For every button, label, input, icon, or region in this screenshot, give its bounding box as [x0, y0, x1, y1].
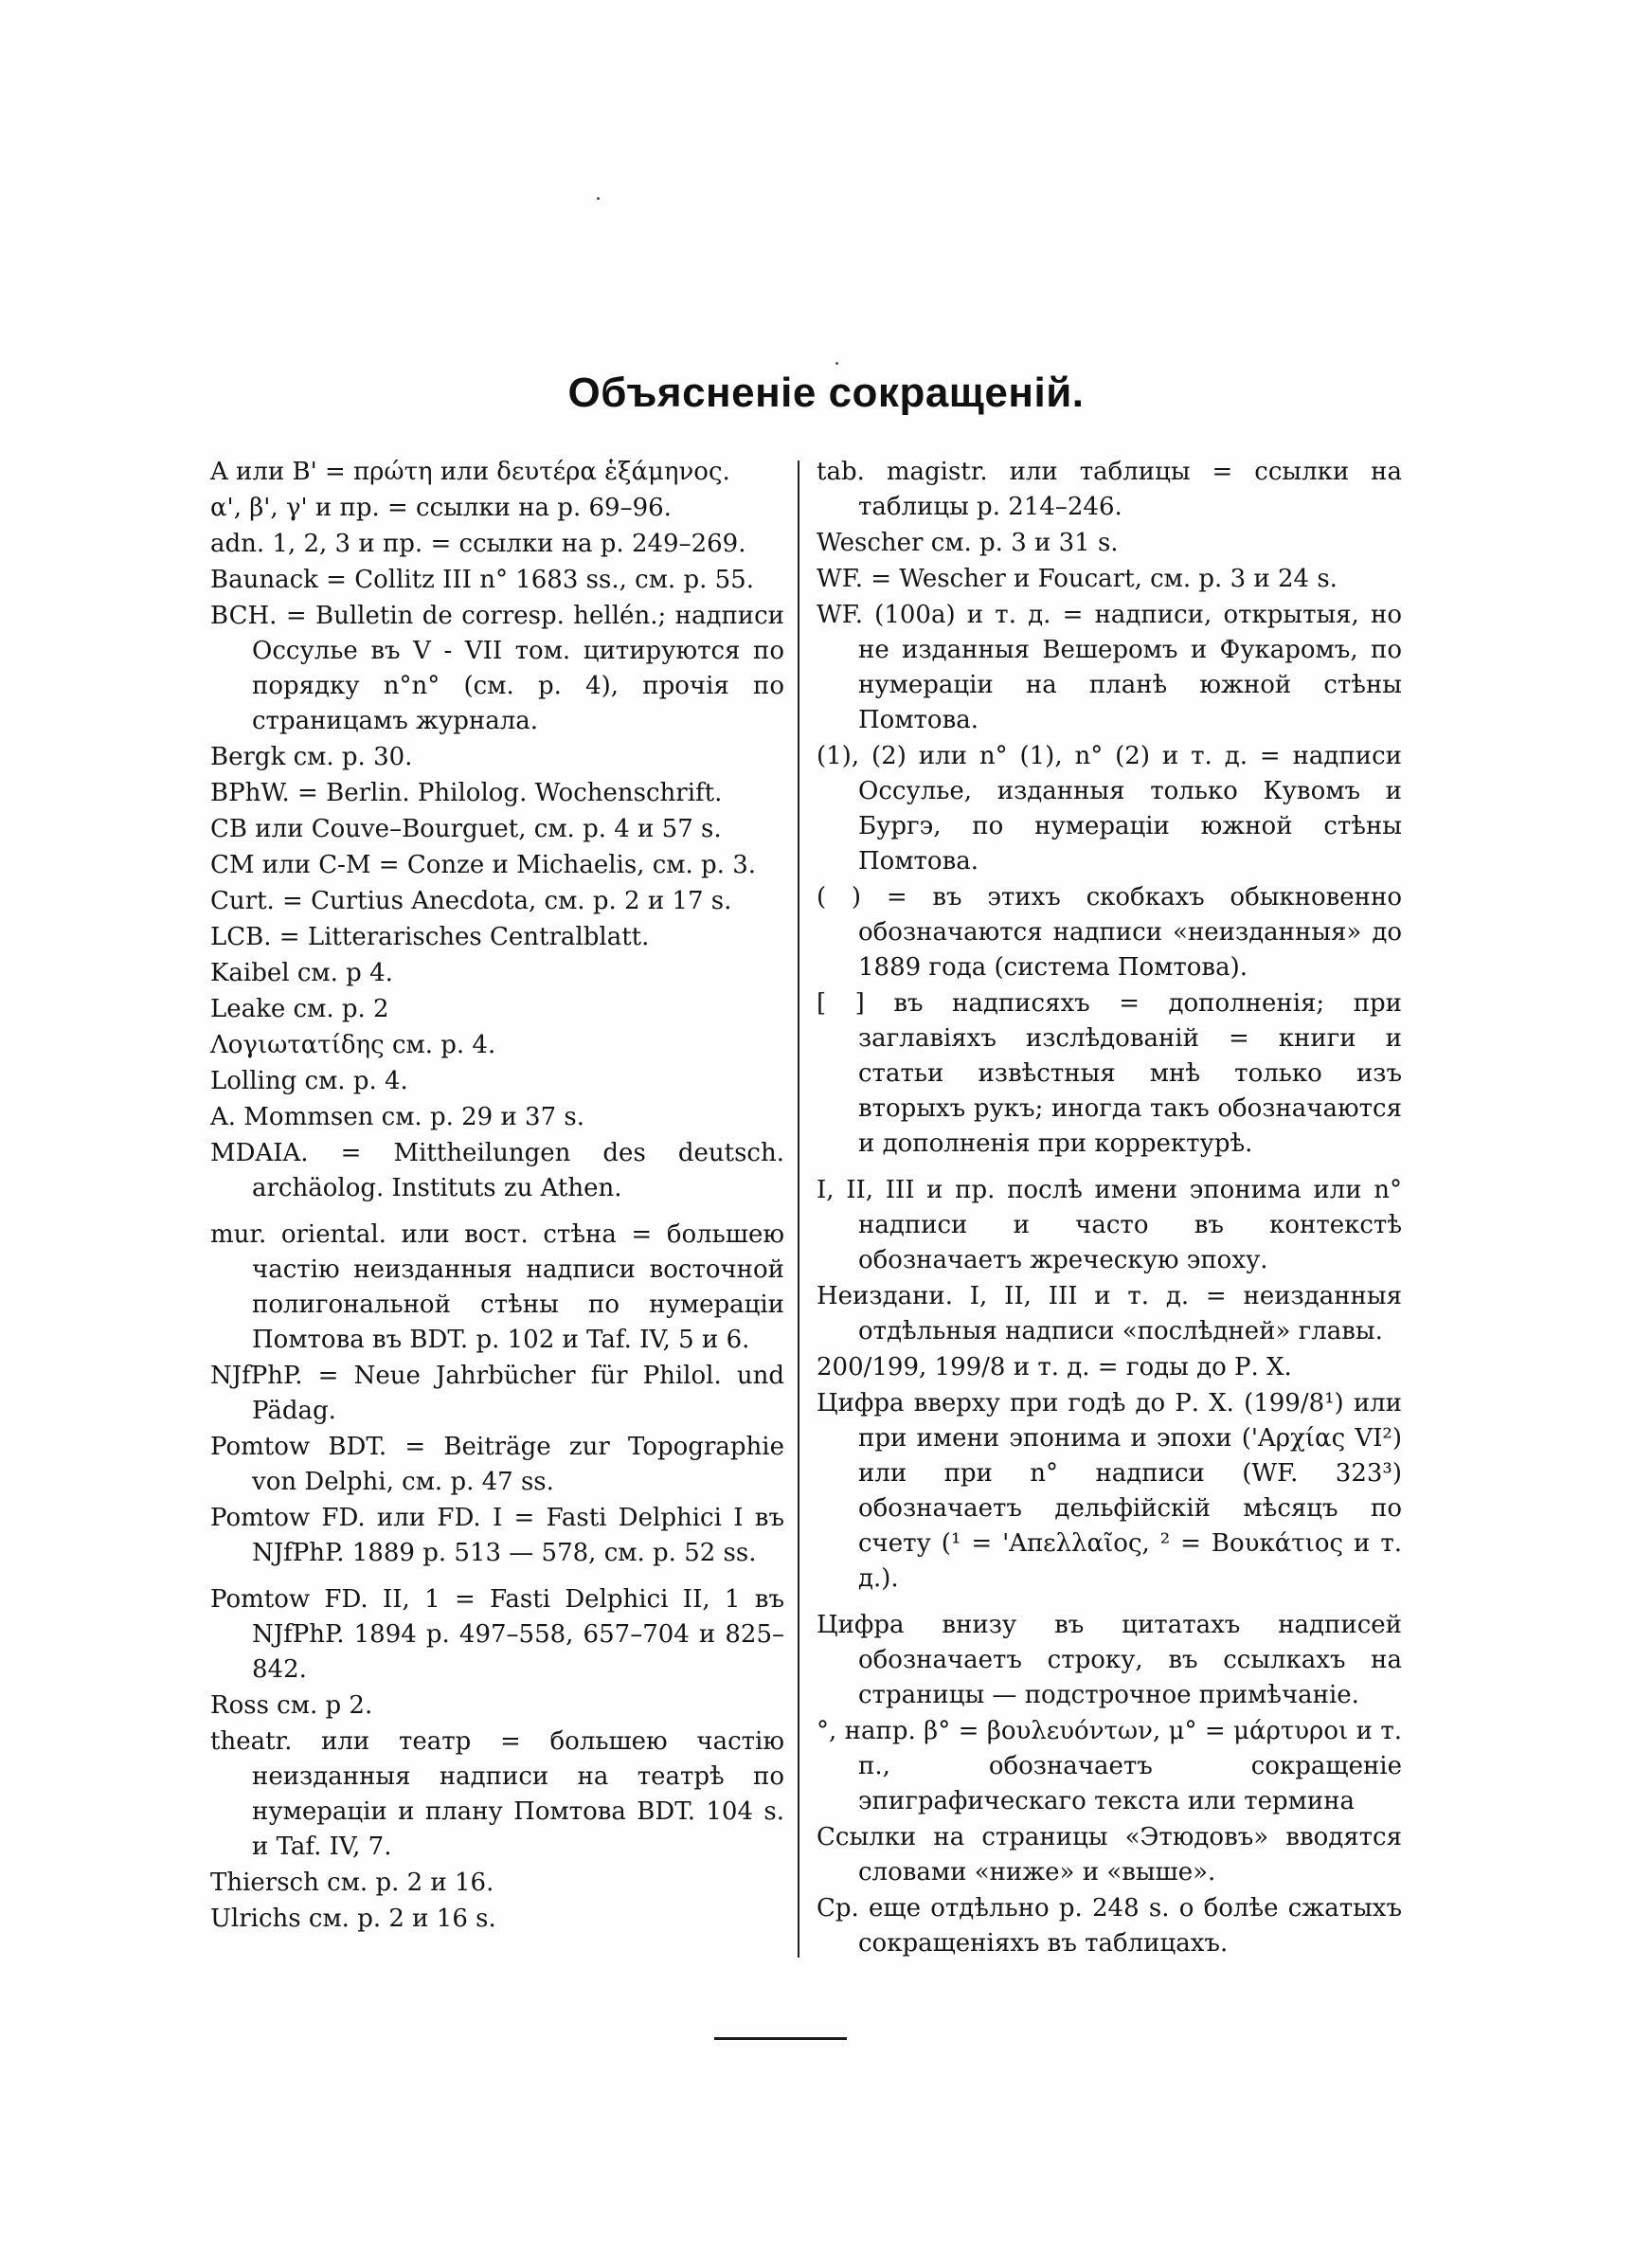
left-column [210, 455, 784, 1938]
abbrev-entry: Lolling см. р. 4. [210, 1067, 408, 1095]
scan-speck [835, 362, 838, 365]
abbrev-entry: WF. (100a) и т. д. = надписи, открытыя, но не изданныя Вешеромъ и Фукаромъ, по нумераціи на планѣ южной стѣны Помтова. [817, 601, 1402, 734]
abbrev-entry: BCH. = Bulletin de corresp. hellén.; надписи Оссулье въ V - VII том. цитируются по порядку n°n° (см. р. 4), прочія по страницамъ журнала. [210, 602, 784, 735]
abbrev-entry: tab. magistr. или таблицы = ссылки на таблицы р. 214–246. [817, 458, 1402, 521]
abbrev-entry: Pomtow FD. или FD. I = Fasti Delphici I въ NJfPhP. 1889 р. 513 — 578, см. р. 52 ss. [210, 1504, 784, 1567]
closing-rule [714, 2037, 847, 2040]
abbrev-entry: BPhW. = Berlin. Philolog. Wochenschrift. [210, 779, 723, 807]
abbrev-entry: WF. = Wescher и Foucart, см. р. 3 и 24 s. [817, 565, 1338, 593]
scan-speck [597, 197, 600, 200]
abbrev-entry: ( ) = въ этихъ скобкахъ обыкновенно обозначаются надписи «неизданныя» до 1889 года (система Помтова). [817, 883, 1402, 982]
abbrev-entry: Pomtow BDT. = Beiträge zur Topographie von Delphi, см. р. 47 ss. [210, 1433, 784, 1496]
abbrev-entry: (1), (2) или n° (1), n° (2) и т. д. = надписи Оссулье, изданныя только Кувомъ и Бургэ, по нумераціи южной стѣны Помтова. [817, 742, 1402, 876]
abbrev-entry: Ulrichs см. р. 2 и 16 s. [210, 1905, 496, 1933]
page-title: Объясненіе сокращеній. [567, 370, 1085, 416]
column-divider [798, 460, 799, 1958]
abbrev-entry: Curt. = Curtius Anecdota, см. р. 2 и 17 s. [210, 887, 732, 915]
abbrev-entry: Λογιωτατίδης см. р. 4. [210, 1031, 496, 1059]
abbrev-entry: Неиздани. I, II, III и т. д. = неизданныя отдѣльныя надписи «послѣдней» главы. [817, 1282, 1402, 1345]
abbrev-entry: α', β', γ' и пр. = ссылки на р. 69–96. [210, 494, 672, 522]
abbrev-entry: LCB. = Litterarisches Centralblatt. [210, 923, 650, 951]
right-column [817, 455, 1402, 1962]
abbrev-entry: NJfPhP. = Neue Jahrbücher für Philol. und Pädag. [210, 1362, 784, 1425]
abbrev-entry: mur. oriental. или вост. стѣна = большею частію неизданныя надписи восточной полигональной стѣны по нумераціи Помтова въ BDT. р. 102 и Taf. IV, 5 и 6. [210, 1220, 784, 1354]
abbrev-entry: A. Mommsen см. р. 29 и 37 s. [210, 1103, 585, 1131]
abbrev-entry: Bergk см. р. 30. [210, 743, 413, 771]
abbrev-entry: theatr. или театр = большею частію неизданныя надписи на театрѣ по нумераціи и плану Помтова BDT. 104 s. и Taf. IV, 7. [210, 1727, 784, 1861]
abbrev-entry: A или B' = πρώτη или δευτέρα ἑξάμηνος. [210, 458, 730, 486]
abbrev-entry: Thiersch см. р. 2 и 16. [210, 1869, 494, 1897]
abbrev-entry: [ ] въ надписяхъ = дополненія; при заглавіяхъ изслѣдованій = книги и статьи извѣстныя мнѣ только изъ вторыхъ рукъ; иногда такъ обозначаются и дополненія при корректурѣ. [817, 989, 1402, 1158]
abbrev-entry: 200/199, 199/8 и т. д. = годы до Р. X. [817, 1353, 1292, 1381]
abbrev-entry: Ross см. р 2. [210, 1691, 373, 1720]
abbrev-entry: Цифра вверху при годѣ до Р. X. (199/8¹) или при имени эпонима и эпохи ('Αρχίας VI²) или при n° надписи (WF. 323³) обозначаетъ дельфійскій мѣсяцъ по счету (¹ = 'Απελλαῖος, ² = Βουκάτιος и т. д.). [817, 1389, 1402, 1593]
abbrev-entry: Wescher см. р. 3 и 31 s. [817, 529, 1119, 557]
abbrev-entry: MDAIA. = Mittheilungen des deutsch. archäolog. Instituts zu Athen. [210, 1139, 784, 1202]
abbrev-entry: Ссылки на страницы «Этюдовъ» вводятся словами «ниже» и «выше». [817, 1823, 1402, 1887]
abbrev-entry: Baunack = Collitz III n° 1683 ss., см. р. 55. [210, 566, 754, 594]
abbrev-entry: Цифра внизу въ цитатахъ надписей обозначаетъ строку, въ ссылкахъ на страницы — подстрочное примѣчаніе. [817, 1611, 1402, 1709]
abbrev-entry: I, II, III и пр. послѣ имени эпонима или n° надписи и часто въ контекстѣ обозначаетъ жреческую эпоху. [817, 1176, 1402, 1274]
abbrev-entry: °, напр. β° = βουλευόντων, μ° = μάρτυροι и т. п., обозначаетъ сокращеніе эпиграфическаго текста или термина [817, 1717, 1402, 1815]
abbrev-entry: CM или C-M = Conze и Michaelis, см. р. 3. [210, 851, 756, 879]
abbrev-entry: Pomtow FD. II, 1 = Fasti Delphici II, 1 въ NJfPhP. 1894 р. 497–558, 657–704 и 825–842. [210, 1585, 784, 1684]
abbrev-entry: Ср. еще отдѣльно р. 248 s. о болѣе сжатыхъ сокращеніяхъ въ таблицахъ. [817, 1894, 1402, 1958]
abbrev-entry: Leake см. р. 2 [210, 995, 389, 1023]
abbrev-entry: adn. 1, 2, 3 и пр. = ссылки на р. 249–269. [210, 530, 746, 558]
abbrev-entry: Kaibel см. р 4. [210, 959, 393, 987]
abbrev-entry: CB или Couve–Bourguet, см. р. 4 и 57 s. [210, 815, 722, 843]
